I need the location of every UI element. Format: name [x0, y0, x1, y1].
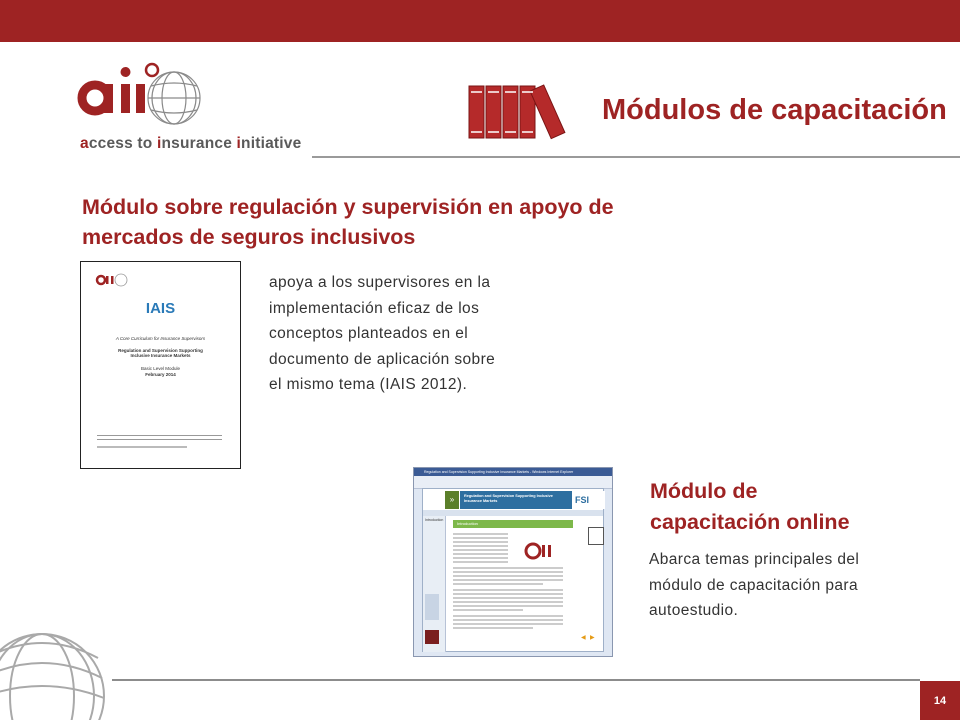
top-banner	[0, 0, 960, 42]
online-module-screenshot	[413, 467, 613, 657]
breadcrumb-bar	[423, 510, 603, 516]
forward-chevron-icon: »	[445, 491, 459, 509]
document-title: Regulation and Supervision Supporting Inclusive Insurance Markets	[118, 348, 203, 358]
side-nav	[423, 516, 446, 652]
page-title: Módulos de capacitación	[602, 94, 947, 126]
page-number: 14	[920, 681, 960, 720]
curriculum-badge	[588, 527, 604, 545]
nav-item-introduction[interactable]: Introduction	[425, 518, 444, 522]
page-logo-area	[423, 489, 445, 509]
module-banner: Regulation and Supervision Supporting Inclusive Insurance Markets	[460, 491, 572, 509]
module-description: apoya a los supervisores en la implementación eficaz de los conceptos planteados en el documento de aplicación sobre el mismo tema (IAIS 2012).	[269, 274, 496, 393]
fsi-logo: FSI	[573, 491, 605, 509]
document-footer-line	[97, 446, 187, 448]
document-thumbnail	[80, 261, 241, 469]
header-divider	[312, 156, 960, 158]
document-rule	[97, 439, 222, 440]
document-level: Basic Level Module	[140, 366, 181, 371]
online-module-description: Abarca temas principales del módulo de capacitación para autoestudio.	[649, 551, 860, 619]
browser-title-bar: Regulation and Supervision Supporting Inclusive Insurance Markets - Windows Internet Explorer	[414, 468, 612, 476]
next-arrow-icon[interactable]: ▶	[590, 635, 595, 641]
curriculum-label: A Core Curriculum for Insurance Supervisors	[115, 336, 206, 341]
section-heading: Módulo sobre regulación y supervisión en apoyo de mercados de seguros inclusivos	[82, 195, 614, 249]
books-icon	[468, 84, 574, 140]
footer-divider	[112, 679, 920, 681]
content-text-lines	[453, 531, 593, 641]
document-date: February 2014	[145, 372, 176, 377]
nav-badge	[425, 630, 439, 644]
globe-icon	[0, 618, 115, 720]
online-module-heading: Módulo de capacitación online	[650, 479, 850, 534]
nav-links	[425, 594, 439, 620]
browser-page	[422, 488, 604, 652]
iais-logo-text: IAIS	[145, 300, 176, 317]
back-arrow-icon[interactable]: ◀	[581, 635, 586, 641]
content-heading: Introduction	[453, 520, 573, 528]
aii-mini-logo	[95, 270, 129, 290]
logo-tagline: access to insurance initiative	[80, 135, 302, 152]
document-rule	[97, 435, 222, 436]
